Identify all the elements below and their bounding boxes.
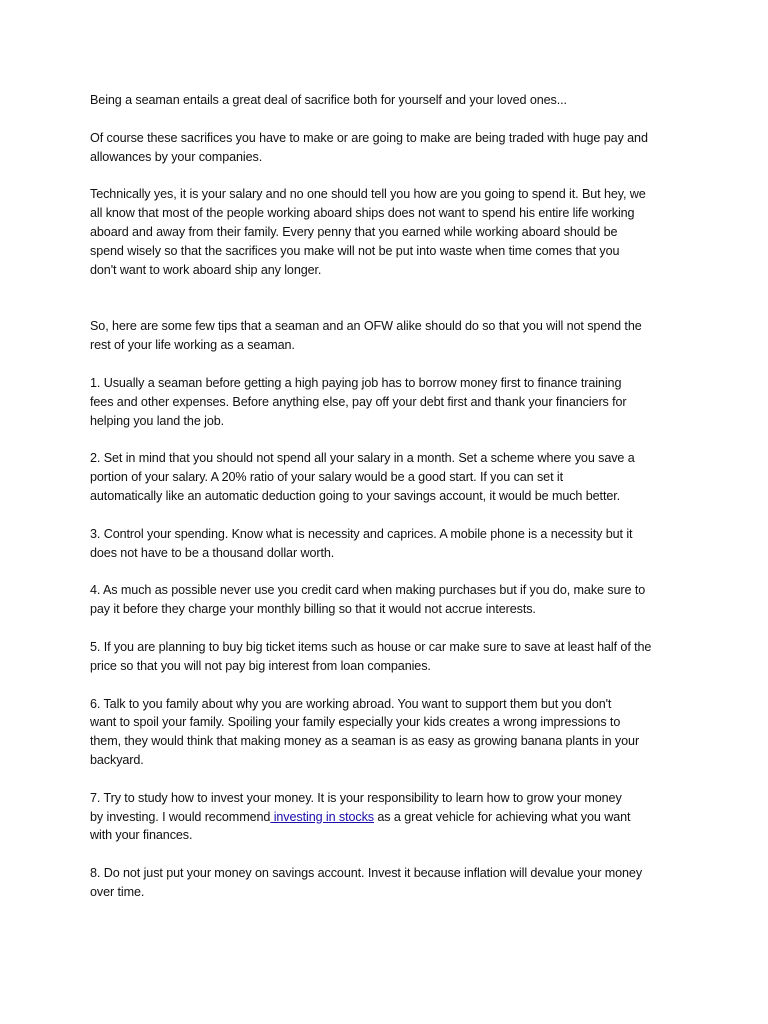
paragraph-tips-intro: So, here are some few tips that a seaman and an OFW alike should do so that you will not spend the rest of your life working as a seaman. — [90, 319, 642, 353]
paragraph-spacer — [90, 619, 680, 638]
paragraph-spacer — [90, 430, 680, 449]
paragraph-sacrifices: Of course these sacrifices you have to make or are going to make are being traded with huge pay and allowances by your companies. — [90, 130, 648, 164]
tip-8: 8. Do not just put your money on savings account. Invest it because inflation will devalue your money over time. — [90, 866, 643, 899]
tip-3: 3. Control your spending. Know what is necessity and caprices. A mobile phone is a necessity but it does not have to be a thousand dollar worth. — [90, 526, 633, 560]
paragraph-spacer — [90, 166, 680, 185]
document-body — [90, 91, 680, 902]
tip-4: 4. As much as possible never use you credit card when making purchases but if you do, make sure to pay it before they charge your monthly billing so that it would not accrue interests. — [90, 583, 646, 617]
paragraph-spacer — [90, 676, 680, 695]
paragraph-spacer — [90, 770, 680, 789]
investing-in-stocks-link[interactable]: investing in stocks — [270, 809, 374, 824]
paragraph-spacer — [90, 279, 680, 317]
tip-2: 2. Set in mind that you should not spend all your salary in a month. Set a scheme where you save a portion of your salary. A 20% ratio of your salary would be a good start. If you can set it automatically like an automatic deduction going to your savings account, it would be much better. — [90, 451, 635, 503]
paragraph-spacer — [90, 355, 680, 374]
paragraph-intro: Being a seaman entails a great deal of sacrifice both for yourself and your loved ones... — [90, 93, 567, 107]
paragraph-spacer — [90, 562, 680, 581]
tip-5: 5. If you are planning to buy big ticket items such as house or car make sure to save at least half of the price so that you will not pay big interest from loan companies. — [90, 639, 652, 673]
tip-7-text-after: as a great vehicle for achieving what you want with your finances. — [90, 809, 631, 843]
tip-7-text-before: 7. Try to study how to invest your money. It is your responsibility to learn how to grow your money by investing. I would recommend — [90, 790, 622, 824]
paragraph-spacer — [90, 110, 680, 129]
tip-7 — [90, 789, 680, 845]
tip-1: 1. Usually a seaman before getting a high paying job has to borrow money first to finance training fees and other expenses. Before anything else, pay off your debt first and thank your financiers for helping you land the job. — [90, 375, 627, 428]
paragraph-salary: Technically yes, it is your salary and no one should tell you how are you going to spend it. But hey, we all know that most of the people working aboard ships does not want to spend his entire life working aboard and away from their family. Every penny that you earned while working aboard should be spend wisely so that the sacrifices you make will not be put into waste when time comes that you don't want to work aboard ship any longer. — [90, 187, 646, 277]
paragraph-spacer — [90, 845, 680, 864]
paragraph-spacer — [90, 506, 680, 525]
tip-6: 6. Talk to you family about why you are working abroad. You want to support them but you don't want to spoil your family. Spoiling your family especially your kids creates a wrong impressions to them, they would think that making money as a seaman is as easy as growing banana plants in your backyard. — [90, 696, 640, 767]
